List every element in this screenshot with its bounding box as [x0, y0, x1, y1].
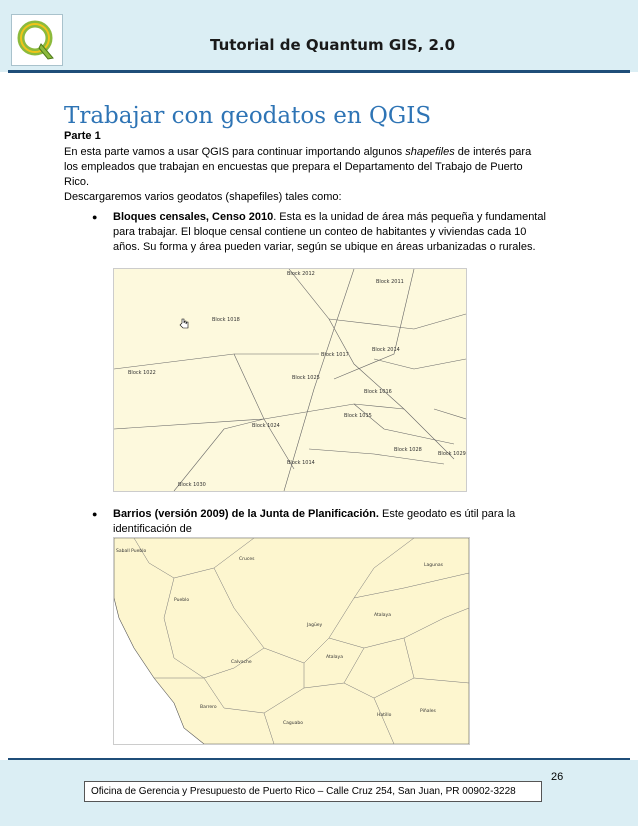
bullet-line — [113, 507, 573, 537]
hand-cursor-icon — [180, 319, 188, 328]
intro-emph: shapefiles — [405, 146, 455, 158]
header-title: Tutorial de Quantum GIS, 2.0 — [210, 36, 456, 54]
intro-line-1b: de interés para — [454, 146, 532, 158]
intro-paragraph — [64, 145, 564, 205]
header-rule — [8, 70, 630, 73]
intro-line — [64, 145, 564, 160]
footer-address: Oficina de Gerencia y Presupuesto de Puerto Rico – Calle Cruz 254, San Juan, PR 00902-3228 — [84, 781, 542, 802]
qgis-logo-icon — [11, 14, 63, 66]
census-label: Block 1024 — [252, 423, 280, 429]
barrio-label: Atalaya — [374, 613, 391, 618]
bullet-line — [113, 210, 573, 225]
intro-line-1a: En esta parte vamos a usar QGIS para continuar importando algunos — [64, 146, 406, 158]
bullet-dot: ● — [92, 509, 98, 519]
barrio-label: Jagüey — [307, 623, 323, 628]
bullet-rest: Este geodato es útil para la identificación de — [113, 508, 516, 535]
census-label: Block 2012 — [287, 271, 315, 277]
census-block-map — [113, 268, 467, 492]
intro-line: Descargaremos varios geodatos (shapefiles) tales como: — [64, 191, 342, 203]
barrios-map — [113, 537, 470, 745]
barrio-label: Calvache — [231, 660, 252, 665]
census-label: Block 1030 — [178, 482, 206, 488]
barrio-label: Pueblo — [174, 598, 190, 603]
section-heading: Parte 1 — [64, 130, 101, 142]
census-label: Block 1029 — [438, 451, 466, 457]
bullet-dot: ● — [92, 212, 98, 222]
barrio-label: Piñales — [420, 709, 436, 714]
bullet-item-census — [113, 210, 573, 255]
barrio-label: Barrero — [200, 705, 217, 710]
page-title: Trabajar con geodatos en QGIS — [64, 103, 432, 129]
barrio-label: Lagunas — [424, 563, 443, 568]
census-label: Block 1015 — [344, 413, 372, 419]
census-label: Block 1016 — [364, 389, 392, 395]
barrio-label: Caguabo — [283, 721, 303, 726]
barrio-label: Atalaya — [326, 655, 343, 660]
census-label: Block 1028 — [394, 447, 422, 453]
bullet-bold: Barrios (versión 2009) de la Junta de Planificación. — [113, 508, 379, 520]
intro-line: los empleados que trabajan en encuestas que prepara el Departamento del Trabajo de Puerto — [64, 161, 523, 173]
bullet-line: años. Su forma y área pueden variar, según se ubique en áreas urbanizadas o rurales. — [113, 241, 536, 253]
census-label: Block 1018 — [212, 317, 240, 323]
intro-line: Rico. — [64, 176, 90, 188]
census-label: Block 1017 — [321, 352, 349, 358]
bullet-line: para trabajar. El bloque censal contiene un conteo de habitantes y viviendas cada 10 — [113, 226, 527, 238]
barrio-label: Saball Pueblo — [116, 549, 147, 554]
bullet-bold: Bloques censales, Censo 2010 — [113, 211, 274, 223]
page-number: 26 — [551, 771, 564, 783]
barrio-label: Hatillo — [377, 713, 392, 718]
census-label: Block 1025 — [292, 375, 320, 381]
bullet-rest: . Esta es la unidad de área más pequeña y fundamental — [273, 211, 546, 223]
census-label: Block 2011 — [376, 279, 404, 285]
census-label: Block 1014 — [287, 460, 315, 466]
census-label: Block 1022 — [128, 370, 156, 376]
census-label: Block 2014 — [372, 347, 400, 353]
barrio-label: Cruces — [239, 557, 255, 562]
